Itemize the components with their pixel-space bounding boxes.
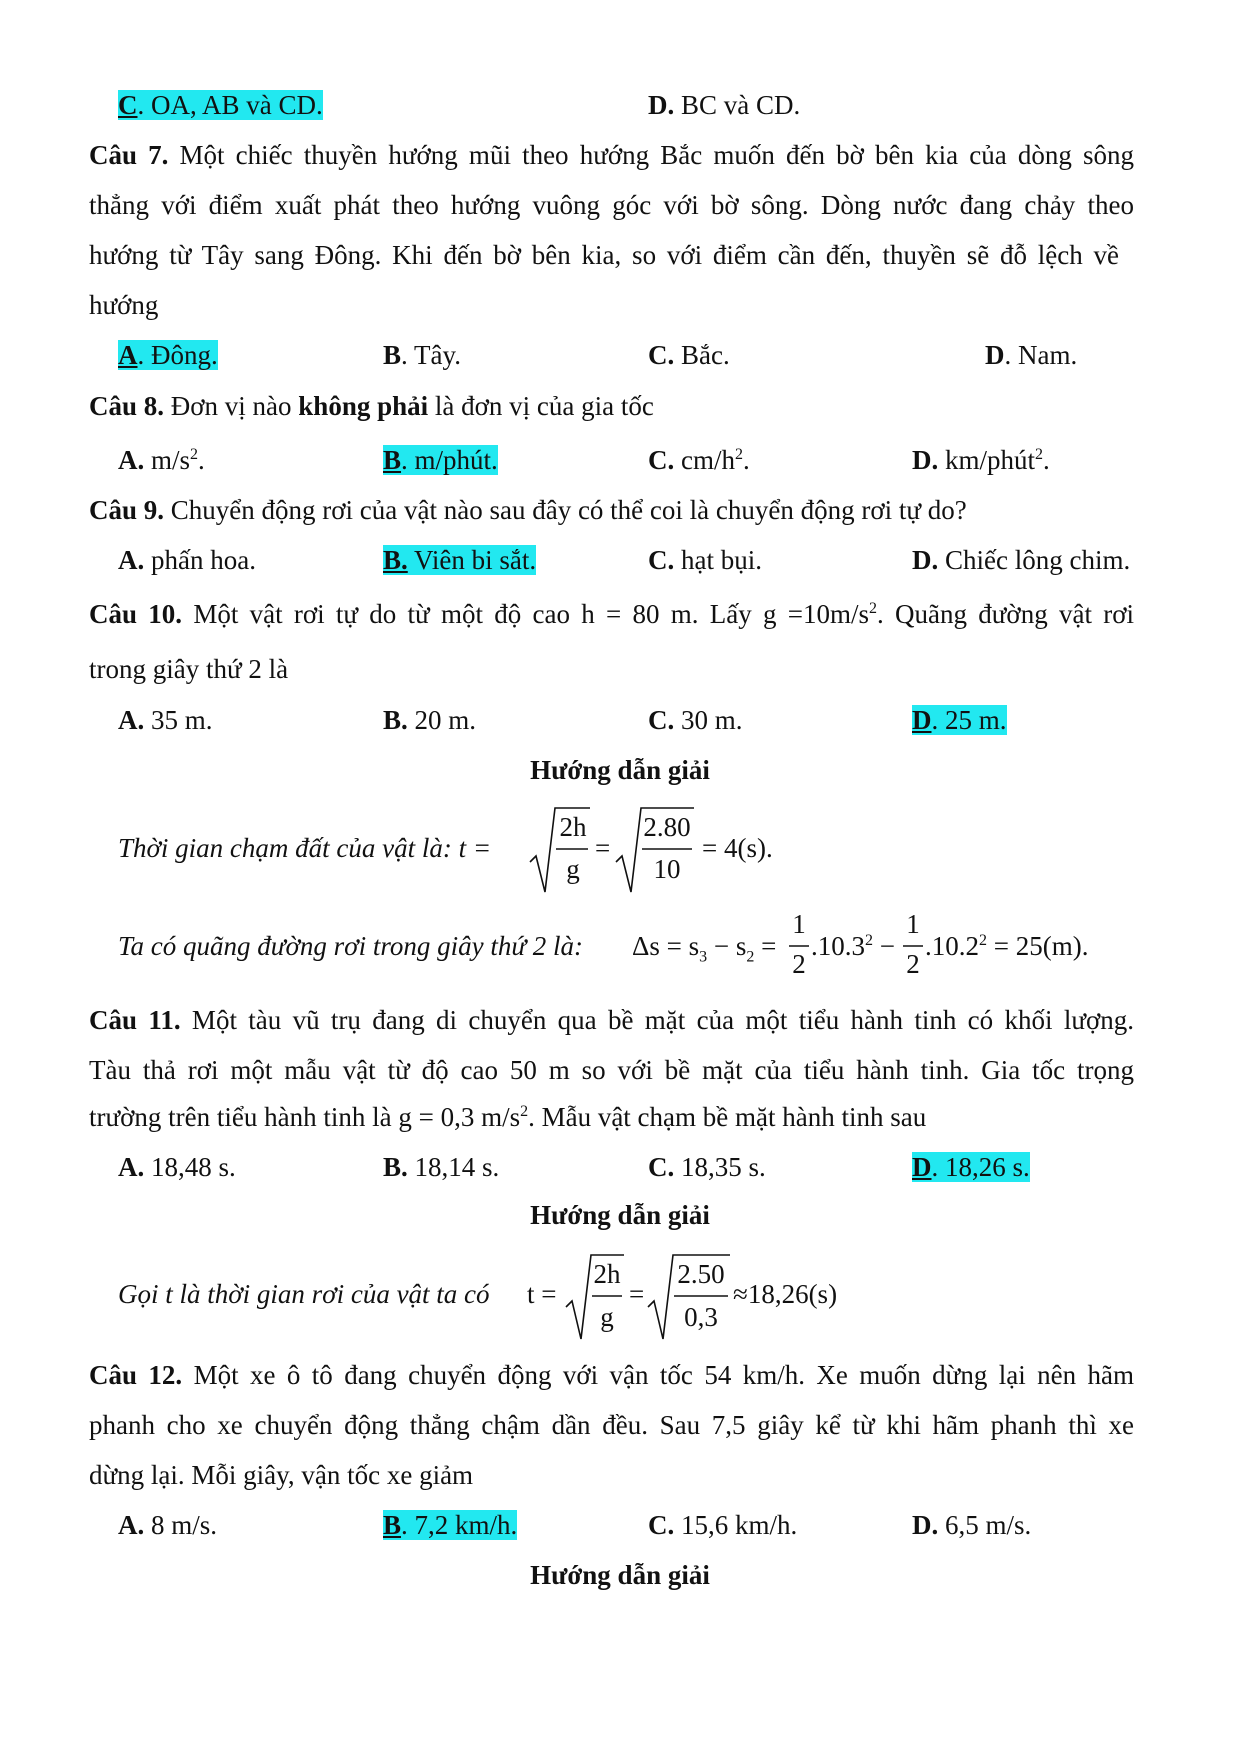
q11-guide-title: Hướng dẫn giải (530, 1200, 710, 1230)
q8-line-1 (89, 389, 654, 423)
option-label: D. (912, 545, 939, 575)
q11-option-b (383, 1150, 499, 1184)
option-text: 8 m/s. (144, 1510, 218, 1540)
q10-solution-1 (0, 800, 1240, 900)
option-label: D. (912, 1510, 939, 1540)
question-text: . Quãng đường vật rơi (877, 599, 1135, 629)
q8-option-c (648, 443, 750, 477)
solution-text: Gọi t là thời gian rơi của vật ta có (118, 1279, 490, 1309)
option-label: C. (648, 1510, 675, 1540)
result: = 4(s). (702, 833, 773, 863)
superscript: 2 (735, 446, 743, 463)
option-text: . (743, 445, 750, 475)
fraction-numerator: 1 (906, 909, 920, 939)
equals-sign: = (629, 1279, 645, 1309)
fraction-numerator: 2.80 (643, 812, 691, 842)
option-label: B (383, 1510, 402, 1540)
question-text: . Mẫu vật chạm bề mặt hành tinh sau (528, 1102, 927, 1132)
option-text: 20 m. (407, 705, 477, 735)
option-text: . OA, AB và CD. (137, 90, 323, 120)
option-text: . m/phút. (401, 445, 498, 475)
q8-option-d (912, 443, 1050, 477)
option-label: D (912, 1152, 932, 1182)
q12-line-3: dừng lại. Mỗi giây, vận tốc xe giảm (89, 1460, 474, 1490)
q9-option-a (118, 543, 256, 577)
option-label: C (118, 90, 138, 120)
solution-text: Thời gian chạm đất của vật là: t = (118, 833, 492, 863)
q9-option-d (912, 543, 1130, 577)
option-label: A. (118, 545, 145, 575)
q7-line-4: hướng (89, 290, 159, 320)
formula-text: .10.2 (925, 931, 979, 961)
option-label: C. (648, 545, 675, 575)
option-text: . 18,26 s. (931, 1152, 1030, 1182)
superscript: 2 (520, 1103, 529, 1120)
q7-option-d (985, 338, 1077, 372)
option-text: . Nam. (1004, 340, 1078, 370)
equals-sign: = (595, 833, 611, 863)
solution-formula-part3 (925, 929, 1088, 963)
q10-option-d (912, 703, 1007, 737)
question-text: Chuyển động rơi của vật nào sau đây có thể coi là chuyển động rơi tự do? (164, 495, 967, 525)
question-text: Một tàu vũ trụ đang di chuyển qua bề mặt của một tiểu hành tinh có khối lượng. (180, 1005, 1134, 1035)
option-label: B (383, 445, 402, 475)
question-number: Câu 9. (89, 495, 165, 525)
q11-line-2: Tàu thả rơi một mẫu vật từ độ cao 50 m so với bề mặt của tiểu hành tinh. Gia tốc trọng (89, 1055, 1134, 1085)
sqrt-signs (0, 800, 1240, 900)
option-label: A. (118, 705, 145, 735)
fraction-denominator: 0,3 (684, 1302, 718, 1332)
q9-option-c (648, 543, 762, 577)
option-label: D (912, 705, 932, 735)
option-text: . 7,2 km/h. (401, 1510, 518, 1540)
subscript: 2 (746, 948, 755, 966)
option-text: phấn hoa. (144, 545, 256, 575)
superscript: 2 (190, 446, 199, 463)
q6-option-d (648, 88, 800, 122)
option-label: C. (648, 445, 675, 475)
option-label: B. (383, 545, 408, 575)
fraction-denominator: g (566, 854, 580, 884)
q9-line-1 (89, 493, 967, 527)
q7-option-b (383, 338, 461, 372)
q11-line-1 (89, 1003, 1134, 1037)
option-text: . (1043, 445, 1050, 475)
question-number: Câu 8. (89, 391, 165, 421)
option-text: 30 m. (674, 705, 743, 735)
option-text: Viên bi sắt. (407, 545, 537, 575)
option-text: Bắc. (674, 340, 730, 370)
fraction-denominator: 10 (653, 854, 681, 884)
q7-line-2: thẳng với điểm xuất phát theo hướng vuông góc với bờ sông. Dòng nước đang chảy theo (89, 190, 1134, 220)
fraction-numerator: 2h (593, 1259, 621, 1289)
formula-text: − s (707, 931, 747, 961)
option-text: . Đông. (137, 340, 218, 370)
fraction-denominator: 2 (792, 949, 806, 979)
question-number: Câu 7. (89, 140, 169, 170)
option-text: BC và CD. (674, 90, 801, 120)
option-label: D (985, 340, 1005, 370)
q12-option-c (648, 1508, 797, 1542)
q12-line-2: phanh cho xe chuyển động thẳng chậm dần đều. Sau 7,5 giây kể từ khi hãm phanh thì xe (89, 1410, 1134, 1440)
q10-guide-title: Hướng dẫn giải (530, 755, 710, 785)
q10-line-1 (89, 597, 1134, 631)
option-text: 6,5 m/s. (938, 1510, 1032, 1540)
q10-option-c (648, 703, 743, 737)
result: = 25(m). (987, 931, 1089, 961)
q8-option-a (118, 443, 205, 477)
subscript: 3 (699, 948, 708, 966)
option-label: A. (118, 1510, 145, 1540)
option-label: B. (383, 1152, 408, 1182)
option-label: C. (648, 340, 675, 370)
option-label: D. (648, 90, 675, 120)
option-label: D. (912, 445, 939, 475)
option-text: m/s (144, 445, 191, 475)
result: ≈18,26(s) (733, 1279, 838, 1309)
fraction-denominator: g (600, 1302, 614, 1332)
formula-text: t = (527, 1279, 557, 1309)
q12-option-d (912, 1508, 1031, 1542)
q7-option-a (118, 338, 218, 372)
superscript: 2 (865, 932, 873, 949)
fraction-denominator: 2 (906, 949, 920, 979)
q11-line-3 (89, 1100, 926, 1134)
question-text: Một vật rơi tự do từ một độ cao h = 80 m. Lấy g =10m/s (182, 599, 870, 629)
question-text: là đơn vị của gia tốc (428, 391, 654, 421)
solution-text: Ta có quãng đường rơi trong giây thứ 2 là: (118, 931, 584, 961)
option-label: C. (648, 1152, 675, 1182)
option-text: 18,14 s. (407, 1152, 500, 1182)
superscript: 2 (1035, 446, 1044, 463)
q11-option-a (118, 1150, 236, 1184)
option-text: . (198, 445, 205, 475)
question-text: Đơn vị nào (164, 391, 299, 421)
q10-option-b (383, 703, 476, 737)
superscript: 2 (869, 600, 878, 617)
question-text: trường trên tiểu hành tinh là g = 0,3 m/s (89, 1102, 521, 1132)
q10-option-a (118, 703, 213, 737)
option-label: A (118, 340, 138, 370)
option-label: B (383, 340, 402, 370)
q10-line-2: trong giây thứ 2 là (89, 654, 289, 684)
solution-formula-part2 (811, 929, 895, 963)
q7-line-1 (89, 138, 1134, 172)
formula-text: = (754, 931, 777, 961)
q11-option-c (648, 1150, 766, 1184)
option-text: 15,6 km/h. (674, 1510, 798, 1540)
option-text: 35 m. (144, 705, 213, 735)
question-number: Câu 12. (89, 1360, 183, 1390)
q11-solution (0, 1245, 1240, 1345)
q12-option-b (383, 1508, 517, 1542)
q7-line-3: hướng từ Tây sang Đông. Khi đến bờ bên kia, so với điểm cần đến, thuyền sẽ đỗ lệch về (89, 240, 1119, 270)
formula-text: .10.3 (811, 931, 865, 961)
superscript: 2 (979, 932, 987, 949)
q7-option-c (648, 338, 730, 372)
fraction-numerator: 2h (559, 812, 587, 842)
option-text: km/phút (938, 445, 1036, 475)
q11-option-d (912, 1150, 1030, 1184)
option-text: . Tây. (401, 340, 462, 370)
option-text: cm/h (674, 445, 735, 475)
q12-option-a (118, 1508, 217, 1542)
formula-text: Δs = s (632, 931, 700, 961)
option-text: . 25 m. (931, 705, 1007, 735)
option-text: 18,48 s. (144, 1152, 236, 1182)
formula-text: − (873, 931, 895, 961)
question-number: Câu 11. (89, 1005, 181, 1035)
option-label: C. (648, 705, 675, 735)
q12-guide-title: Hướng dẫn giải (530, 1560, 710, 1590)
question-text: Một chiếc thuyền hướng mũi theo hướng Bắc muốn đến bờ bên kia của dòng sông (168, 140, 1134, 170)
fraction-numerator: 2.50 (677, 1259, 725, 1289)
q8-option-b (383, 443, 498, 477)
fraction-numerator: 1 (792, 909, 806, 939)
q12-line-1 (89, 1358, 1134, 1392)
option-text: 18,35 s. (674, 1152, 766, 1182)
q10-solution-2 (0, 905, 1240, 985)
question-text: Một xe ô tô đang chuyển động với vận tốc 54 km/h. Xe muốn dừng lại nên hãm (182, 1360, 1134, 1390)
option-label: B. (383, 705, 408, 735)
option-label: A. (118, 1152, 145, 1182)
option-label: A. (118, 445, 145, 475)
emphasis-text: không phải (298, 391, 429, 421)
question-number: Câu 10. (89, 599, 183, 629)
q6-option-c (118, 88, 323, 122)
option-text: Chiếc lông chim. (938, 545, 1131, 575)
q9-option-b (383, 543, 536, 577)
option-text: hạt bụi. (674, 545, 762, 575)
